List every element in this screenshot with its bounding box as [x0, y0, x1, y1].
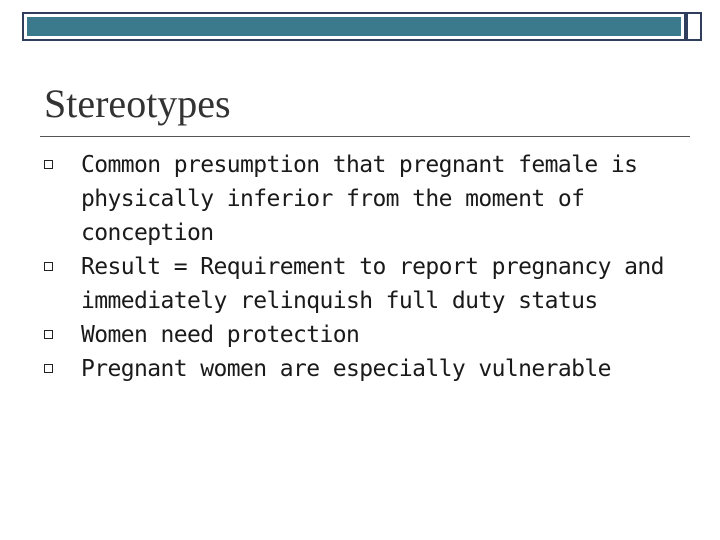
bullet-list — [44, 148, 694, 386]
bullet-item-1 — [44, 148, 694, 250]
bullet-text: Women need protection — [81, 322, 360, 348]
bullet-text: Pregnant women are especially vulnerable — [81, 356, 611, 382]
bullet-text: Common presumption that pregnant female is physically inferior from the moment of conception — [81, 152, 638, 246]
bullet-item-2 — [44, 250, 694, 318]
bullet-text: Result = Requirement to report pregnancy and immediately relinquish full duty status — [81, 254, 664, 314]
hollow-square-bullet-icon — [44, 330, 53, 339]
banner-separator — [686, 12, 688, 41]
banner-bar-fill — [27, 17, 681, 36]
title-underline — [40, 136, 690, 137]
slide-title: Stereotypes — [44, 81, 231, 126]
banner-end-cap — [686, 12, 702, 41]
bullet-item-4 — [44, 352, 694, 386]
hollow-square-bullet-icon — [44, 364, 53, 373]
bullet-item-3 — [44, 318, 694, 352]
hollow-square-bullet-icon — [44, 262, 53, 271]
banner-bar — [22, 12, 686, 41]
hollow-square-bullet-icon — [44, 160, 53, 169]
